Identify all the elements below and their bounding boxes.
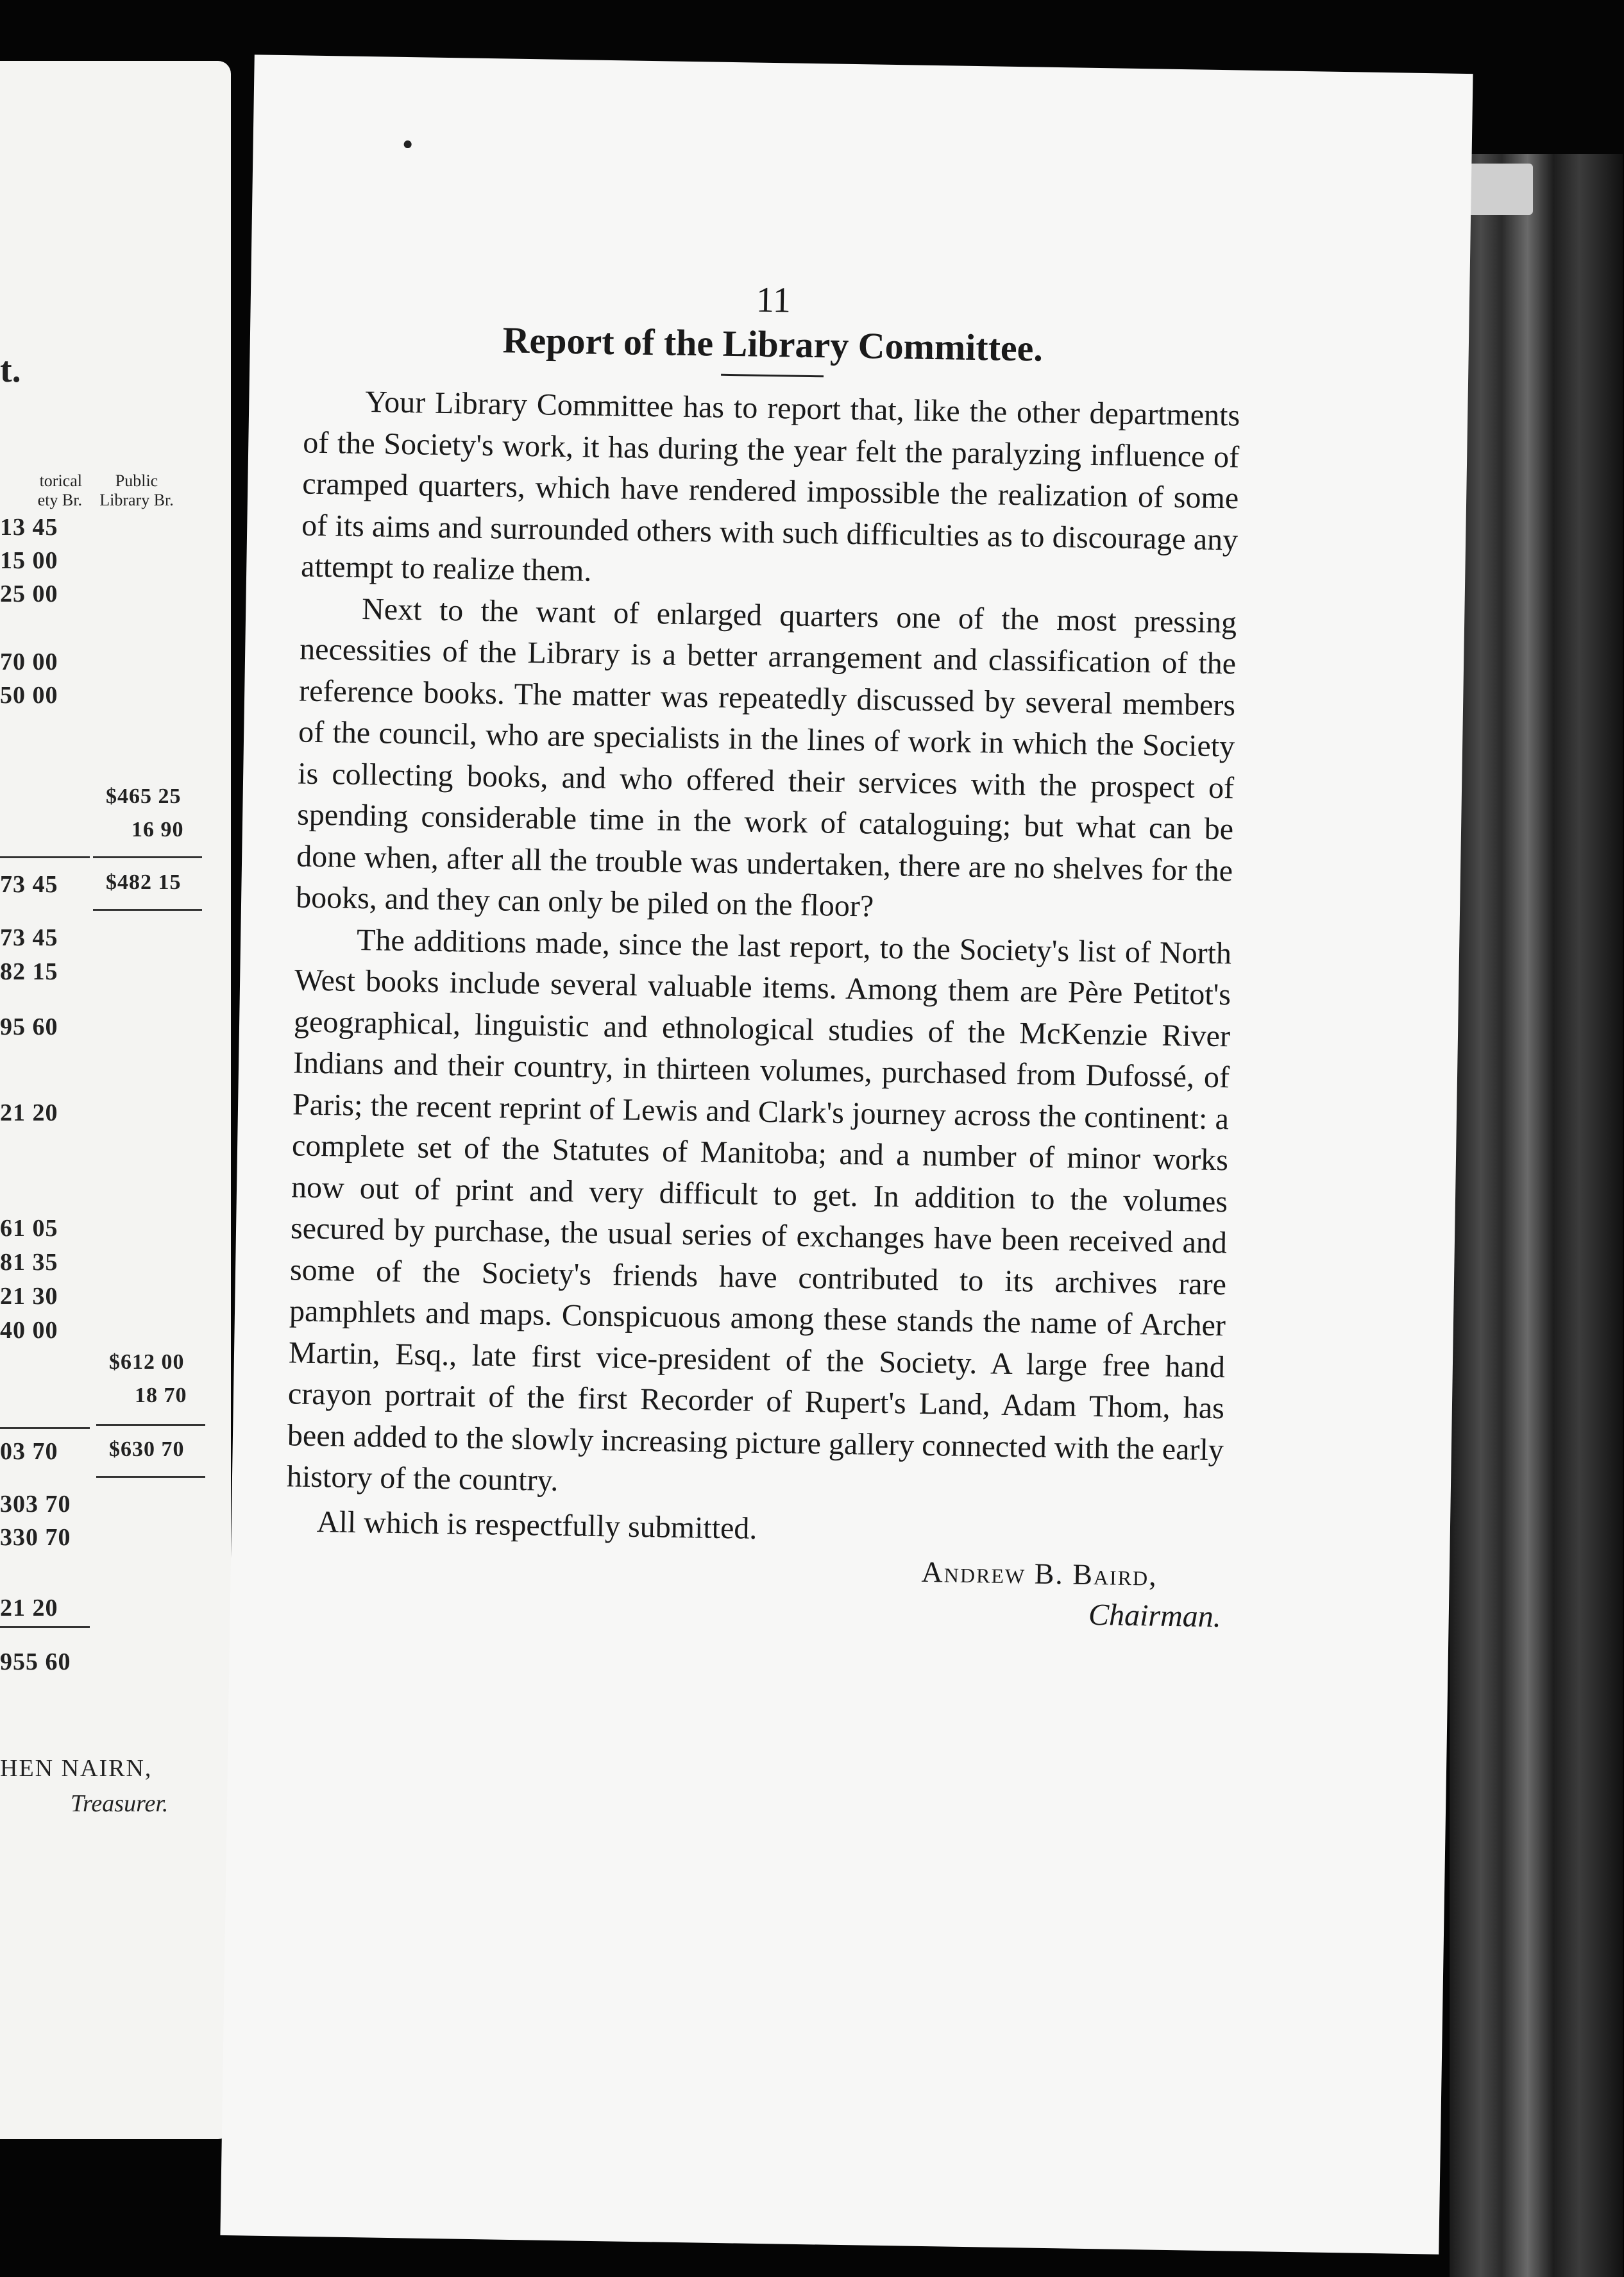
col2-sum-rule [96,1424,205,1426]
col1-value: 955 60 [0,1648,71,1675]
col1-sum-rule [0,1626,90,1628]
col2-value: 16 90 [131,818,184,842]
col2-sum-rule [96,1476,205,1478]
page-speck [404,140,412,148]
col2-value: $465 25 [106,784,182,808]
report-title: Report of the Library Committee. [502,319,1044,369]
left-page-heading-fragment: t. [0,350,21,390]
closing-line: All which is respectfully submitted. [316,1504,757,1546]
page-body [284,274,1242,1638]
col1-value: 81 35 [0,1249,58,1276]
title-rule [721,374,824,378]
signature-title: Chairman. [1088,1597,1222,1634]
col1-value: 61 05 [0,1215,58,1242]
signature-name: Andrew B. Baird, [921,1555,1158,1592]
col1-header-line: ety Br. [37,491,82,509]
col2-sum-rule [93,856,202,858]
col1-value: 73 45 [0,924,58,951]
col1-value: 303 70 [0,1491,71,1518]
col1-sum-rule [0,856,90,858]
col2-value: $630 70 [109,1437,185,1461]
left-signature-title: Treasurer. [71,1790,169,1817]
col1-value: 82 15 [0,958,58,985]
col1-value: 95 60 [0,1013,58,1040]
col1-value: 25 00 [0,580,58,607]
col1-value: 15 00 [0,547,58,574]
col2-header [82,471,191,510]
col1-value: 330 70 [0,1524,71,1551]
col2-value: 18 70 [135,1384,187,1407]
col1-value: 21 20 [0,1595,58,1621]
col1-value: 70 00 [0,648,58,675]
main-page [220,55,1473,2254]
col2-value: $482 15 [106,870,182,894]
col2-header-line: Public [115,471,158,490]
paragraph: Your Library Committee has to report that, like the other departments of the Society's work, it has during the year felt the paralyzing influence of cramped quarters, which have rendered impossible the realization of some of its aims and surrounded others with such difficulties as to discourage any attempt to realize them. [300,385,1240,588]
col1-value: 50 00 [0,682,58,709]
col1-sum-rule [0,1427,90,1429]
paragraph: The additions made, since the last report, to the Society's list of North West books include several valuable items. Among them are Père Petitot's geographical, linguistic and ethnological studies of the McKenzie River Indians and their country, in thirteen volumes, purchased from Dufossé, of Paris; the recent reprint of Lewis and Clark's journey across the continent: a complete set of the Statutes of Manitoba; and a number of minor works now out of print and very difficult to get. In addition to the volumes secured by purchase, the usual series of exchanges have been received and some of the Society's friends have contributed to its archives rare pamphlets and maps. Conspicuous among these stands the name of Archer Martin, Esq., late first vice-president of the Society. A large free hand crayon portrait of the first Recorder of Rupert's Land, Adam Thom, has been added to the slowly increasing picture gallery connected with the early history of the country. [286,922,1232,1498]
col2-value: $612 00 [109,1350,185,1374]
left-signature-name: HEN NAIRN, [0,1755,153,1782]
paragraph: Next to the want of enlarged quarters one of the most pressing necessities of the Library is a better arrangement and classification of the reference books. The matter was repeatedly discussed by several members of the council, who are specialists in the lines of work in which the Society is collecting books, and who offered their services with the prospect of spending considerable time in the work of cataloguing; but what can be done when, after all the trouble was undertaken, there are no shelves for the books, and they can only be piled on the floor? [295,591,1237,924]
page-number: 11 [756,280,791,321]
col1-value: 40 00 [0,1317,58,1344]
col1-header [12,471,82,510]
left-facing-page [0,61,231,2139]
col1-header-line: torical [39,471,82,490]
col1-value: 13 45 [0,514,58,541]
col2-sum-rule [93,909,202,911]
col1-value: 21 30 [0,1283,58,1310]
col2-header-line: Library Br. [99,491,174,509]
col1-value: 03 70 [0,1438,58,1465]
book-page-edges [1450,154,1623,2277]
col1-value: 21 20 [0,1099,58,1126]
col1-value: 73 45 [0,871,58,898]
